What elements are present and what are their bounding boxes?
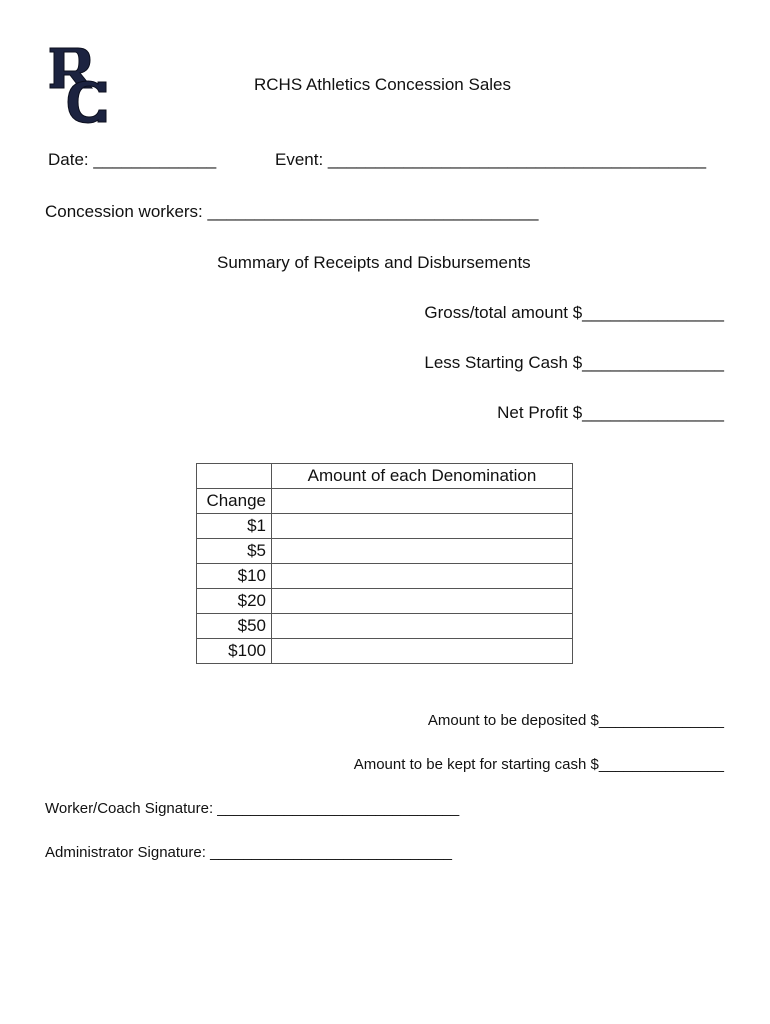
summary-heading: Summary of Receipts and Disbursements — [217, 253, 531, 272]
table-row — [197, 639, 573, 664]
net-profit-field[interactable]: Net Profit $_______________ — [497, 403, 724, 422]
denomination-amount-cell[interactable] — [272, 639, 573, 664]
denomination-label: $20 — [197, 589, 272, 614]
table-row — [197, 564, 573, 589]
table-row — [197, 514, 573, 539]
amount-deposited-field[interactable]: Amount to be deposited $_______________ — [427, 712, 724, 729]
denomination-label: $50 — [197, 614, 272, 639]
denomination-amount-cell[interactable] — [272, 514, 573, 539]
table-row — [197, 539, 573, 564]
concession-workers-field[interactable]: Concession workers: ___________________________________ — [45, 202, 539, 221]
denomination-table — [196, 463, 573, 664]
denomination-amount-cell[interactable] — [272, 564, 573, 589]
table-corner-cell — [197, 464, 272, 489]
table-row — [197, 589, 573, 614]
gross-amount-field[interactable]: Gross/total amount $_______________ — [424, 303, 724, 322]
denomination-label: $100 — [197, 639, 272, 664]
denomination-label: $5 — [197, 539, 272, 564]
denomination-amount-cell[interactable] — [272, 614, 573, 639]
table-header-row — [197, 464, 573, 489]
denomination-header: Amount of each Denomination — [272, 464, 573, 489]
denomination-amount-cell[interactable] — [272, 589, 573, 614]
denomination-label: $10 — [197, 564, 272, 589]
table-row — [197, 614, 573, 639]
table-row — [197, 489, 573, 514]
date-field[interactable]: Date: _____________ — [48, 150, 217, 169]
form-title: RCHS Athletics Concession Sales — [254, 75, 512, 94]
denomination-label: $1 — [197, 514, 272, 539]
less-starting-cash-field[interactable]: Less Starting Cash $_______________ — [424, 353, 724, 372]
worker-coach-signature-field[interactable]: Worker/Coach Signature: _____________________________ — [45, 800, 460, 817]
denomination-label: Change — [197, 489, 272, 514]
administrator-signature-field[interactable]: Administrator Signature: _____________________________ — [45, 844, 452, 861]
starting-cash-kept-field[interactable]: Amount to be kept for starting cash $_______________ — [353, 756, 724, 773]
event-field[interactable]: Event: ________________________________________ — [275, 150, 707, 169]
rchs-logo — [48, 44, 110, 124]
denomination-amount-cell[interactable] — [272, 539, 573, 564]
denomination-amount-cell[interactable] — [272, 489, 573, 514]
